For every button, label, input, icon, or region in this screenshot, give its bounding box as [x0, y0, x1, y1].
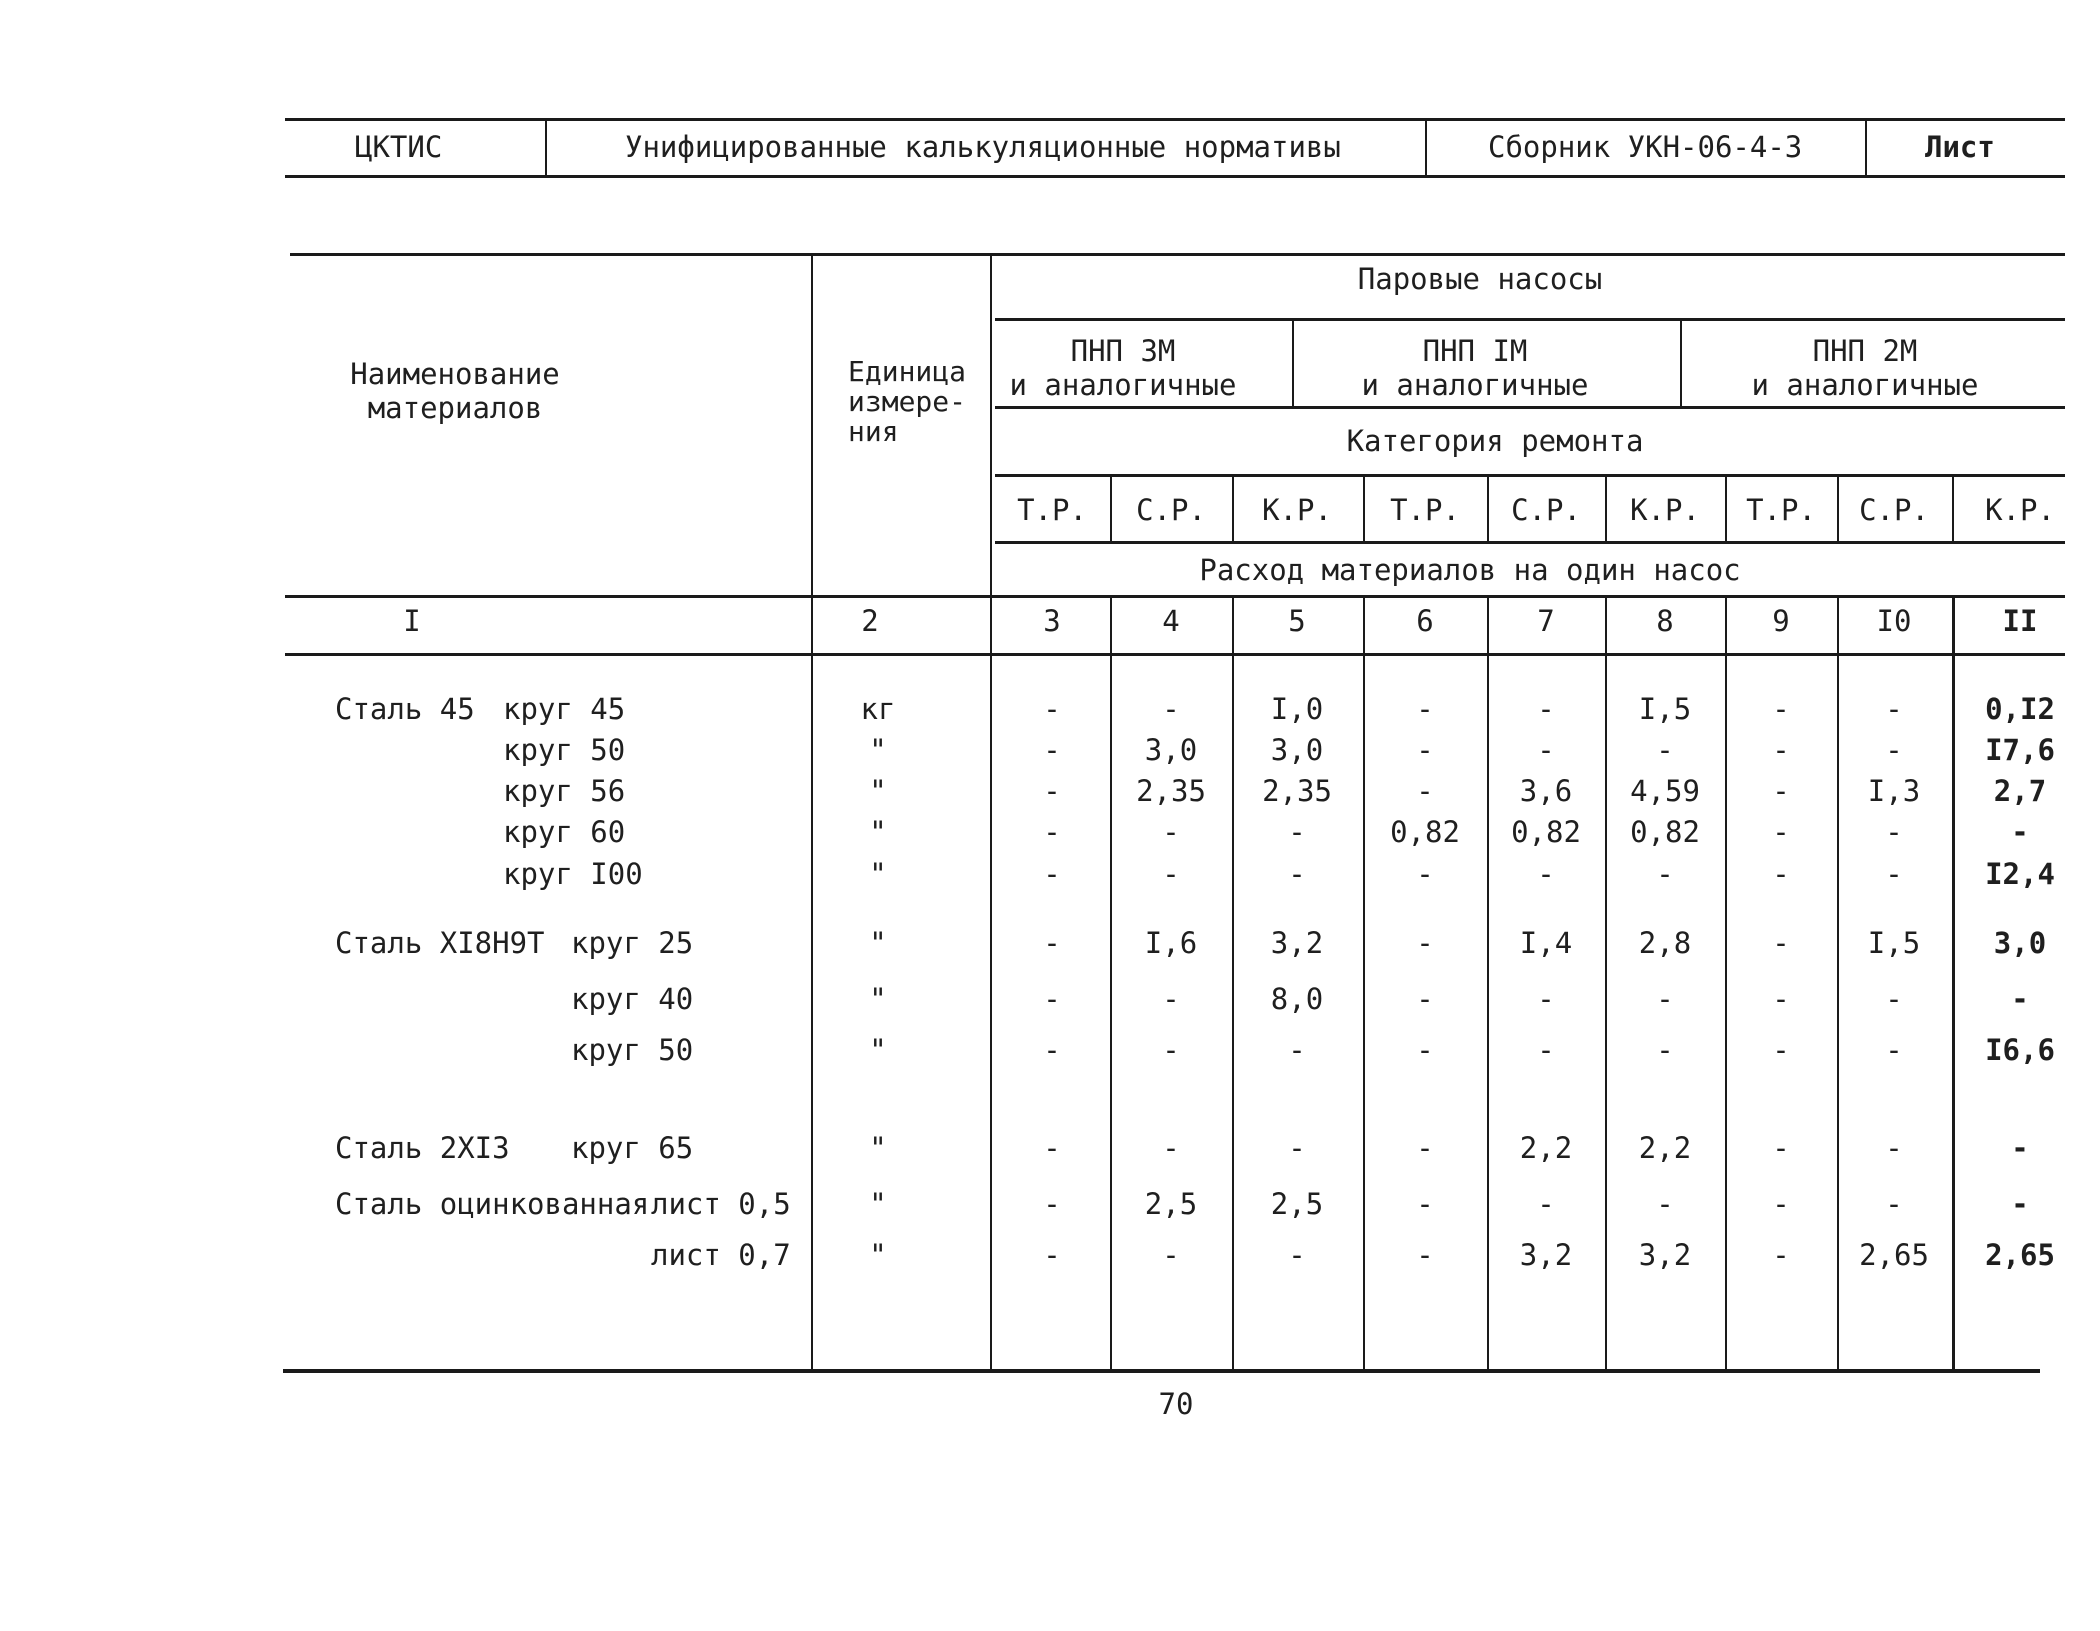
column-number: I [403, 604, 421, 638]
column-number: I0 [1876, 604, 1912, 638]
col-divider-subgroup [1292, 318, 1294, 407]
column-number: 5 [1288, 604, 1306, 638]
repair-category-code: Т.Р. [1390, 493, 1460, 527]
category-header: Категория ремонта [1346, 424, 1644, 458]
value-cell: 2,8 [1638, 926, 1692, 960]
value-cell: - [1656, 982, 1674, 1016]
material-name: Сталь оцинкованная [335, 1187, 650, 1221]
value-cell: - [1772, 774, 1790, 808]
value-cell: - [1416, 774, 1434, 808]
value-cell: - [1288, 1238, 1306, 1272]
value-cell: - [1043, 1131, 1061, 1165]
value-cell: - [1162, 1131, 1180, 1165]
value-cell: - [1416, 733, 1434, 767]
subgroup-rule [995, 406, 2065, 409]
value-cell: - [1043, 692, 1061, 726]
header-bottom-rule [285, 175, 2065, 178]
value-cell: - [1416, 857, 1434, 891]
value-cell: I7,6 [1985, 733, 2055, 767]
page-number: 70 [1158, 1387, 1194, 1421]
value-cell: - [1885, 1033, 1903, 1067]
value-cell: - [1043, 733, 1061, 767]
col-divider [1487, 595, 1489, 1371]
header-divider [1865, 118, 1867, 176]
value-cell: - [1537, 982, 1555, 1016]
subgroup-header: ПНП 2М и аналогичные [1751, 334, 1979, 402]
material-profile: круг 50 [503, 733, 626, 767]
repair-category-code: К.Р. [1630, 493, 1700, 527]
value-cell: - [1885, 733, 1903, 767]
value-cell: I,0 [1270, 692, 1324, 726]
value-cell: - [1043, 1033, 1061, 1067]
header-divider [545, 118, 547, 176]
col-divider [1232, 474, 1234, 542]
value-cell: - [1885, 1187, 1903, 1221]
value-cell: - [1772, 926, 1790, 960]
value-cell: - [1416, 1131, 1434, 1165]
value-cell: - [1288, 1131, 1306, 1165]
unit-cell: " [869, 774, 887, 808]
value-cell: - [1162, 1238, 1180, 1272]
value-cell: - [1885, 692, 1903, 726]
col-divider [1363, 474, 1365, 542]
header-collection: Сборник УКН-06-4-3 [1488, 130, 1803, 164]
unit-cell: кг [860, 692, 896, 726]
value-cell: - [1537, 733, 1555, 767]
value-cell: - [1656, 1187, 1674, 1221]
value-cell: - [1772, 1131, 1790, 1165]
value-cell: - [1772, 1187, 1790, 1221]
col-divider-subgroup [1680, 318, 1682, 407]
col-divider-name [811, 253, 813, 1371]
repair-category-code: К.Р. [1262, 493, 1332, 527]
col-divider [1110, 474, 1112, 542]
value-cell: - [1288, 815, 1306, 849]
unit-cell: " [869, 815, 887, 849]
value-cell: - [1656, 857, 1674, 891]
header-divider [1425, 118, 1427, 176]
value-cell: 3,0 [1144, 733, 1198, 767]
value-cell: 2,7 [1993, 774, 2047, 808]
unit-cell: " [869, 926, 887, 960]
value-cell: - [1537, 1187, 1555, 1221]
value-cell: - [1885, 857, 1903, 891]
value-cell: - [1537, 857, 1555, 891]
value-cell: 3,2 [1270, 926, 1324, 960]
repair-category-code: Т.Р. [1017, 493, 1087, 527]
value-cell: - [1043, 926, 1061, 960]
value-cell: I,5 [1867, 926, 1921, 960]
material-profile: круг 40 [571, 982, 694, 1016]
value-cell: 4,59 [1630, 774, 1700, 808]
repair-category-code: С.Р. [1511, 493, 1581, 527]
value-cell: 3,2 [1519, 1238, 1573, 1272]
value-cell: 0,82 [1630, 815, 1700, 849]
col-divider [1605, 595, 1607, 1371]
value-cell: - [1043, 982, 1061, 1016]
unit-cell: " [869, 1187, 887, 1221]
value-cell: 2,5 [1144, 1187, 1198, 1221]
value-cell: - [1772, 1238, 1790, 1272]
value-cell: I6,6 [1985, 1033, 2055, 1067]
value-cell: 2,35 [1262, 774, 1332, 808]
unit-cell: " [869, 1131, 887, 1165]
consumption-header: Расход материалов на один насос [1199, 553, 1741, 587]
value-cell: I,5 [1638, 692, 1692, 726]
name-column-header: Наименование материалов [350, 357, 560, 425]
column-number: II [2002, 604, 2038, 638]
column-number: 8 [1656, 604, 1674, 638]
value-cell: 3,0 [1270, 733, 1324, 767]
value-cell: - [1288, 1033, 1306, 1067]
unit-cell: " [869, 1033, 887, 1067]
col-divider-unit [990, 253, 992, 1371]
group-rule [995, 318, 2065, 321]
value-cell: - [1043, 1238, 1061, 1272]
value-cell: - [2011, 1187, 2029, 1221]
value-cell: 3,2 [1638, 1238, 1692, 1272]
value-cell: - [1772, 733, 1790, 767]
value-cell: - [1043, 1187, 1061, 1221]
group-header: Паровые насосы [1357, 262, 1603, 296]
value-cell: - [1885, 982, 1903, 1016]
category-rule [995, 474, 2065, 477]
repair-category-code: Т.Р. [1746, 493, 1816, 527]
value-cell: - [1162, 1033, 1180, 1067]
value-cell: - [1885, 815, 1903, 849]
value-cell: 2,2 [1519, 1131, 1573, 1165]
material-profile: круг 56 [503, 774, 626, 808]
table-bottom-rule [283, 1369, 2040, 1373]
material-profile: лист 0,7 [651, 1238, 791, 1272]
value-cell: - [1416, 1238, 1434, 1272]
value-cell: 0,82 [1390, 815, 1460, 849]
material-name: Сталь 2XI3 [335, 1131, 510, 1165]
header-sheet: Лист [1925, 130, 1995, 164]
value-cell: - [1162, 982, 1180, 1016]
subgroup-header: ПНП 3М и аналогичные [1009, 334, 1237, 402]
repair-category-code: С.Р. [1859, 493, 1929, 527]
col-divider [1605, 474, 1607, 542]
material-profile: круг I00 [503, 857, 643, 891]
value-cell: - [1416, 1033, 1434, 1067]
material-name: Сталь XI8H9T [335, 926, 545, 960]
value-cell: - [1772, 1033, 1790, 1067]
repair-category-code: К.Р. [1985, 493, 2055, 527]
col-divider [1110, 595, 1112, 1371]
col-divider [1232, 595, 1234, 1371]
value-cell: - [1772, 857, 1790, 891]
col-divider [1725, 474, 1727, 542]
value-cell: - [1043, 857, 1061, 891]
value-cell: I,4 [1519, 926, 1573, 960]
value-cell: - [1416, 1187, 1434, 1221]
value-cell: 0,82 [1511, 815, 1581, 849]
value-cell: - [1537, 692, 1555, 726]
col-divider [1952, 595, 1955, 1371]
value-cell: - [1656, 733, 1674, 767]
value-cell: - [2011, 815, 2029, 849]
value-cell: - [1885, 1131, 1903, 1165]
value-cell: 2,65 [1859, 1238, 1929, 1272]
value-cell: - [1772, 982, 1790, 1016]
header-org: ЦКТИС [355, 130, 443, 164]
column-number: 7 [1537, 604, 1555, 638]
value-cell: 2,5 [1270, 1187, 1324, 1221]
material-profile: круг 25 [571, 926, 694, 960]
material-profile: круг 45 [503, 692, 626, 726]
value-cell: - [1162, 857, 1180, 891]
unit-cell: " [869, 733, 887, 767]
value-cell: - [1772, 692, 1790, 726]
unit-cell: " [869, 1238, 887, 1272]
value-cell: - [1416, 692, 1434, 726]
col-divider [1363, 595, 1365, 1371]
header-title: Унифицированные калькуляционные нормативы [625, 130, 1341, 164]
value-cell: - [2011, 982, 2029, 1016]
material-profile: круг 65 [571, 1131, 694, 1165]
value-cell: 3,0 [1993, 926, 2047, 960]
column-number: 9 [1772, 604, 1790, 638]
value-cell: - [1416, 926, 1434, 960]
material-name: Сталь 45 [335, 692, 475, 726]
col-divider [1837, 595, 1839, 1371]
column-number: 2 [861, 604, 879, 638]
catcodes-rule [995, 541, 2065, 544]
value-cell: 2,65 [1985, 1238, 2055, 1272]
value-cell: 2,2 [1638, 1131, 1692, 1165]
value-cell: - [2011, 1131, 2029, 1165]
unit-cell: " [869, 982, 887, 1016]
value-cell: 2,35 [1136, 774, 1206, 808]
value-cell: I,3 [1867, 774, 1921, 808]
column-number: 3 [1043, 604, 1061, 638]
material-profile: круг 60 [503, 815, 626, 849]
value-cell: - [1288, 857, 1306, 891]
value-cell: - [1772, 815, 1790, 849]
value-cell: 8,0 [1270, 982, 1324, 1016]
value-cell: 0,I2 [1985, 692, 2055, 726]
unit-column-header: Единица измере- ния [848, 355, 967, 448]
value-cell: I,6 [1144, 926, 1198, 960]
table-top-rule [290, 253, 2065, 256]
col-divider [1952, 474, 1954, 542]
unit-cell: " [869, 857, 887, 891]
repair-category-code: С.Р. [1136, 493, 1206, 527]
value-cell: - [1162, 815, 1180, 849]
value-cell: I2,4 [1985, 857, 2055, 891]
col-divider [1837, 474, 1839, 542]
column-number: 4 [1162, 604, 1180, 638]
value-cell: - [1656, 1033, 1674, 1067]
value-cell: - [1043, 815, 1061, 849]
col-divider [1487, 474, 1489, 542]
value-cell: - [1162, 692, 1180, 726]
value-cell: 3,6 [1519, 774, 1573, 808]
material-profile: круг 50 [571, 1033, 694, 1067]
value-cell: - [1537, 1033, 1555, 1067]
value-cell: - [1043, 774, 1061, 808]
subgroup-header: ПНП IM и аналогичные [1361, 334, 1589, 402]
value-cell: - [1416, 982, 1434, 1016]
header-body-rule [285, 595, 2065, 598]
numbers-rule [285, 653, 2065, 656]
column-number: 6 [1416, 604, 1434, 638]
col-divider [1725, 595, 1727, 1371]
material-profile: лист 0,5 [651, 1187, 791, 1221]
header-top-rule [285, 118, 2065, 121]
